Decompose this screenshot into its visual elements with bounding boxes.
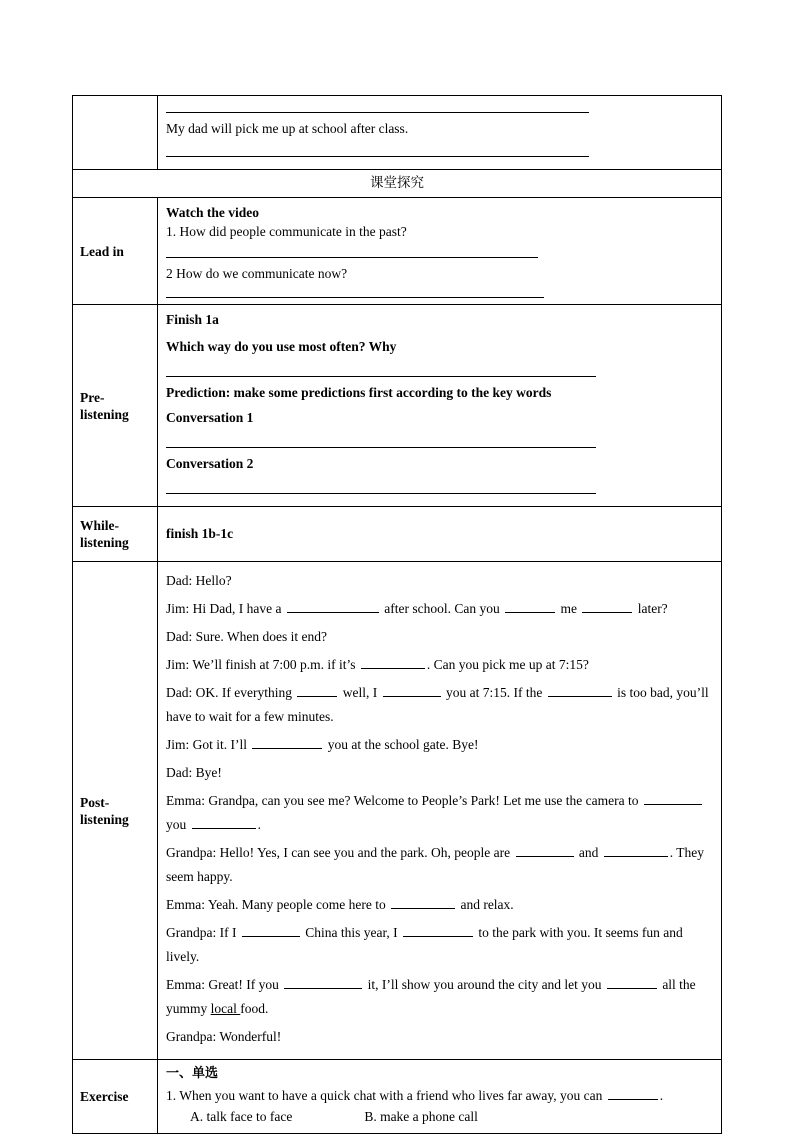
- dialogue-line: [166, 1025, 715, 1049]
- dialogue-speaker: Emma:: [166, 897, 208, 912]
- exercise-option-a[interactable]: A. talk face to face: [190, 1109, 293, 1124]
- dialogue-text: well, I: [339, 685, 381, 700]
- dialogue-line: [166, 973, 715, 1021]
- dialogue-text: it, I’ll show you around the city and let you: [364, 977, 605, 992]
- answer-cell: [158, 96, 722, 170]
- dialogue-text: and: [575, 845, 602, 860]
- dialogue-speaker: Grandpa:: [166, 1029, 220, 1044]
- dialogue-text: Sure. When does it end?: [195, 629, 327, 644]
- dialogue-text: Grandpa, can you see me? Welcome to People’s Park! Let me use the camera to: [208, 793, 642, 808]
- dialogue-speaker: Grandpa:: [166, 925, 220, 940]
- lead-in-cell: [158, 198, 722, 305]
- row-label-while-listening-line1: While-: [80, 518, 119, 533]
- dialogue-line: [166, 789, 715, 837]
- dialogue-text: We’ll finish at 7:00 p.m. if it’s: [192, 657, 359, 672]
- dialogue-speaker: Emma:: [166, 977, 209, 992]
- dialogue-speaker: Grandpa:: [166, 845, 220, 860]
- dialogue-text: Hi Dad, I have a: [192, 601, 285, 616]
- lead-in-question-1: 1. How did people communicate in the past?: [166, 224, 407, 239]
- dialogue-text: Hello?: [195, 573, 232, 588]
- answer-blank[interactable]: [505, 599, 555, 613]
- dialogue-line: [166, 569, 715, 593]
- answer-blank[interactable]: [252, 735, 322, 749]
- exercise-options: [166, 1106, 715, 1127]
- dialogue-list: [166, 567, 715, 1049]
- dialogue-text: .: [257, 817, 261, 832]
- dialogue-line: [166, 733, 715, 757]
- answer-blank[interactable]: [391, 895, 455, 909]
- pre-listening-item-1: Conversation 1: [166, 410, 254, 425]
- dialogue-text: . Can you pick me up at 7:15?: [426, 657, 589, 672]
- dialogue-text: If I: [219, 925, 240, 940]
- row-label-post-listening: [73, 562, 158, 1060]
- dialogue-text: . They seem happy.: [166, 845, 705, 884]
- dialogue-speaker: Jim:: [166, 657, 193, 672]
- dialogue-speaker: Dad:: [166, 573, 196, 588]
- dialogue-line: [166, 921, 715, 969]
- dialogue-text: Yeah. Many people come here to: [207, 897, 390, 912]
- dialogue-text: China this year, I: [301, 925, 402, 940]
- answer-blank[interactable]: [607, 975, 657, 989]
- answer-blank[interactable]: [383, 683, 441, 697]
- underlined-word: local: [210, 1001, 241, 1016]
- while-listening-cell: [158, 507, 722, 562]
- dialogue-speaker: Dad:: [166, 765, 196, 780]
- dialogue-text: food.: [240, 1001, 269, 1016]
- row-label-while-listening: [73, 507, 158, 562]
- answer-blank[interactable]: [548, 683, 612, 697]
- dialogue-speaker: Jim:: [166, 737, 193, 752]
- answer-blank[interactable]: [403, 923, 473, 937]
- dialogue-text: all the yummy: [166, 977, 696, 1016]
- row-label-pre-listening: [73, 305, 158, 507]
- dialogue-text: OK. If everything: [195, 685, 296, 700]
- exercise-cell: [158, 1060, 722, 1134]
- dialogue-text: and relax.: [457, 897, 514, 912]
- dialogue-text: is too bad, you’ll have to wait for a few minutes.: [166, 685, 709, 724]
- answer-blank[interactable]: [516, 843, 574, 857]
- dialogue-speaker: Emma:: [166, 793, 209, 808]
- exercise-question-1-tail: .: [659, 1088, 664, 1103]
- pre-listening-heading-2: Which way do you use most often? Why: [166, 339, 397, 354]
- answer-blank[interactable]: [361, 655, 425, 669]
- dialogue-text: Wonderful!: [219, 1029, 282, 1044]
- lead-in-heading: Watch the video: [166, 205, 259, 220]
- answer-blank[interactable]: [644, 791, 702, 805]
- dialogue-text: me: [557, 601, 581, 616]
- row-label-exercise: Exercise: [73, 1060, 158, 1134]
- table-row-exercise: [73, 1060, 722, 1134]
- row-label-post-listening-line1: Post-: [80, 794, 110, 810]
- writing-rule: [166, 297, 544, 298]
- table-row-post-listening: [73, 562, 722, 1060]
- table-row-pre-listening: [73, 305, 722, 507]
- banner-cell: 课堂探究: [73, 170, 722, 198]
- dialogue-speaker: Jim:: [166, 601, 193, 616]
- exercise-heading: 一、单选: [166, 1066, 219, 1081]
- dialogue-text: Bye!: [195, 765, 222, 780]
- row-label-empty: [73, 96, 158, 170]
- dialogue-text: Hello! Yes, I can see you and the park. Oh, people are: [219, 845, 514, 860]
- dialogue-line: [166, 841, 715, 889]
- row-label-pre-listening-line1: Pre-: [80, 389, 105, 405]
- answer-blank[interactable]: [297, 683, 337, 697]
- post-listening-cell: [158, 562, 722, 1060]
- dialogue-text: you at the school gate. Bye!: [324, 737, 479, 752]
- table-row-banner: [73, 170, 722, 198]
- answer-blank[interactable]: [604, 843, 668, 857]
- exercise-option-b[interactable]: B. make a phone call: [364, 1109, 478, 1124]
- table-row-while-listening: [73, 507, 722, 562]
- exercise-question-1-text: 1. When you want to have a quick chat with a friend who lives far away, you can: [166, 1088, 603, 1103]
- row-label-pre-listening-line2: listening: [80, 406, 129, 422]
- answer-blank[interactable]: [192, 815, 256, 829]
- answer-sentence: My dad will pick me up at school after class.: [166, 121, 409, 136]
- answer-blank[interactable]: [582, 599, 632, 613]
- row-label-lead-in: Lead in: [73, 198, 158, 305]
- pre-listening-item-2: Conversation 2: [166, 456, 254, 471]
- dialogue-speaker: Dad:: [166, 685, 196, 700]
- table-row-lead-in: [73, 198, 722, 305]
- pre-listening-cell: [158, 305, 722, 507]
- dialogue-text: you at 7:15. If the: [442, 685, 546, 700]
- dialogue-line: [166, 653, 715, 677]
- dialogue-line: [166, 893, 715, 917]
- pre-listening-heading-1: Finish 1a: [166, 312, 219, 327]
- table-row-answer: [73, 96, 722, 170]
- row-label-while-listening-line2: listening: [80, 535, 129, 550]
- dialogue-text: Got it. I’ll: [192, 737, 251, 752]
- dialogue-text: later?: [634, 601, 668, 616]
- dialogue-speaker: Dad:: [166, 629, 196, 644]
- row-label-post-listening-line2: listening: [80, 811, 129, 827]
- dialogue-line: [166, 597, 715, 621]
- while-listening-task: finish 1b-1c: [166, 526, 234, 541]
- answer-blank[interactable]: [287, 599, 379, 613]
- lead-in-question-2: 2 How do we communicate now?: [166, 266, 348, 281]
- worksheet-table: [72, 95, 722, 1134]
- dialogue-line: [166, 681, 715, 729]
- answer-blank[interactable]: [608, 1086, 658, 1100]
- exercise-question-1: [166, 1085, 715, 1106]
- dialogue-line: [166, 761, 715, 785]
- dialogue-text: to the park with you. It seems fun and lively.: [166, 925, 683, 964]
- answer-blank[interactable]: [242, 923, 300, 937]
- dialogue-line: [166, 625, 715, 649]
- dialogue-text: after school. Can you: [380, 601, 504, 616]
- dialogue-text: Great! If you: [208, 977, 283, 992]
- dialogue-text: you: [166, 817, 190, 832]
- pre-listening-heading-3: Prediction: make some predictions first according to the key words: [166, 385, 552, 400]
- answer-blank[interactable]: [284, 975, 362, 989]
